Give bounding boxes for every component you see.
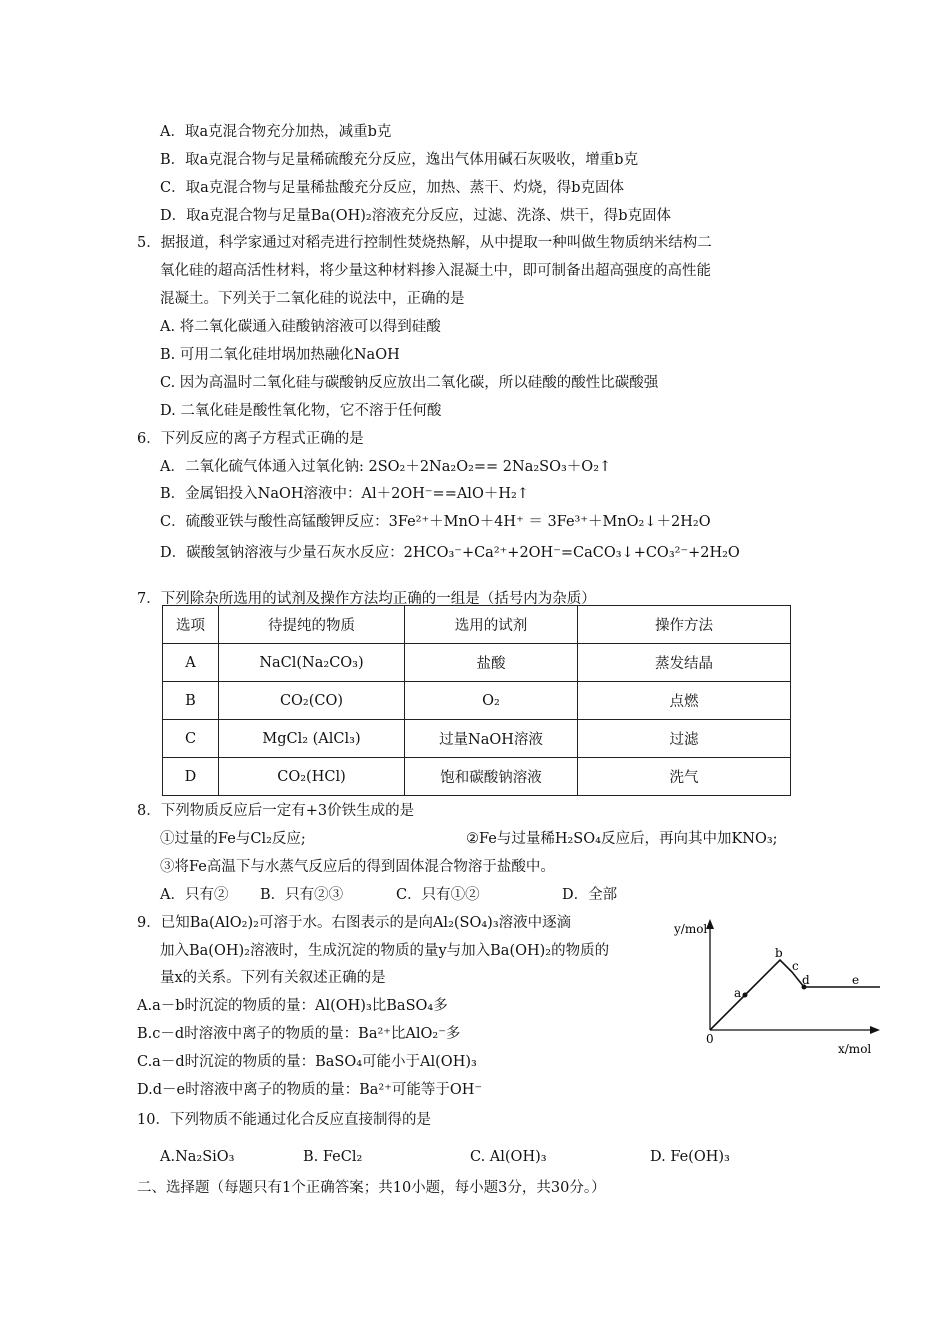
table-cell: NaCl(Na₂CO₃) <box>219 644 405 682</box>
table-row <box>163 758 791 796</box>
q6-stem: 6．下列反应的离子方程式正确的是 <box>137 431 364 447</box>
q8-option-b: B．只有②③ <box>260 887 344 903</box>
point-d-label: d <box>802 973 810 987</box>
table-cell: CO₂(HCl) <box>219 758 405 796</box>
q6-option-c: C．硫酸亚铁与酸性高锰酸钾反应：3Fe²⁺＋MnO＋4H⁺ ＝ 3Fe³⁺＋MnO₂↓＋2H₂O <box>160 514 711 530</box>
point-a <box>743 993 748 998</box>
q9-option-c: C.a－d时沉淀的物质的量：BaSO₄可能小于Al(OH)₃ <box>137 1054 477 1070</box>
q6-option-d: D．碳酸氢钠溶液与少量石灰水反应：2HCO₃⁻+Ca²⁺+2OH⁻=CaCO₃↓+CO₃²⁻+2H₂O <box>160 545 740 561</box>
y-axis-label: y/mol <box>674 922 708 936</box>
table-cell: 饱和碳酸钠溶液 <box>405 758 578 796</box>
q9-stem-line1: 9．已知Ba(AlO₂)₂可溶于水。右图表示的是向Al₂(SO₄)₃溶液中逐滴 <box>137 915 572 931</box>
table-cell: B <box>163 682 219 720</box>
q5-stem-line2: 氧化硅的超高活性材料，将少量这种材料掺入混凝土中，即可制备出超高强度的高性能 <box>160 263 711 279</box>
q6-option-a: A．二氧化硫气体通入过氧化钠: 2SO₂＋2Na₂O₂== 2Na₂SO₃＋O₂↑ <box>160 459 612 475</box>
table-cell: 蒸发结晶 <box>578 644 791 682</box>
table-header-row <box>163 606 791 644</box>
q8-option-c: C．只有①② <box>396 887 480 903</box>
q4-option-b: B．取a克混合物与足量稀硫酸充分反应，逸出气体用碱石灰吸收，增重b克 <box>160 152 639 168</box>
q5-option-c: C. 因为高温时二氧化硅与碳酸钠反应放出二氧化碳，所以硅酸的酸性比碳酸强 <box>160 375 659 391</box>
table-cell: 过滤 <box>578 720 791 758</box>
q10-option-b: B. FeCl₂ <box>303 1149 363 1165</box>
q4-option-d: D．取a克混合物与足量Ba(OH)₂溶液充分反应，过滤、洗涤、烘干，得b克固体 <box>160 208 672 224</box>
q5-stem-line1: 5．据报道，科学家通过对稻壳进行控制性焚烧热解，从中提取一种叫做生物质纳米结构二 <box>137 235 712 251</box>
q5-stem-line3: 混凝土。下列关于二氧化硅的说法中，正确的是 <box>160 291 465 307</box>
origin-label: 0 <box>706 1032 714 1046</box>
table-cell: 过量NaOH溶液 <box>405 720 578 758</box>
section-2-heading: 二、选择题（每题只有1个正确答案；共10小题，每小题3分，共30分。） <box>137 1180 606 1196</box>
table-cell: C <box>163 720 219 758</box>
table-cell: 盐酸 <box>405 644 578 682</box>
q10-option-c: C. Al(OH)₃ <box>470 1149 547 1165</box>
table-header: 选用的试剂 <box>405 606 578 644</box>
table-cell: CO₂(CO) <box>219 682 405 720</box>
q9-option-d: D.d－e时溶液中离子的物质的量：Ba²⁺可能等于OH⁻ <box>137 1082 483 1098</box>
point-e-label: e <box>852 973 860 987</box>
table-row <box>163 644 791 682</box>
q5-option-b: B. 可用二氧化硅坩埚加热融化NaOH <box>160 347 400 363</box>
table-header: 操作方法 <box>578 606 791 644</box>
q8-item-2: ②Fe与过量稀H₂SO₄反应后，再向其中加KNO₃; <box>466 831 778 847</box>
q7-table <box>162 605 791 796</box>
point-b-label: b <box>775 946 783 960</box>
table-cell: MgCl₂ (AlCl₃) <box>219 720 405 758</box>
q10-option-d: D. Fe(OH)₃ <box>650 1149 730 1165</box>
q9-graph <box>670 915 890 1065</box>
q9-option-b: B.c－d时溶液中离子的物质的量：Ba²⁺比AlO₂⁻多 <box>137 1026 461 1042</box>
table-cell: O₂ <box>405 682 578 720</box>
q8-stem: 8．下列物质反应后一定有+3价铁生成的是 <box>137 803 415 819</box>
point-c-label: c <box>792 959 799 973</box>
q8-item-1: ①过量的Fe与Cl₂反应; <box>160 831 306 847</box>
table-header: 待提纯的物质 <box>219 606 405 644</box>
q8-option-d: D．全部 <box>562 887 618 903</box>
x-axis-label: x/mol <box>838 1042 872 1056</box>
q7-stem: 7．下列除杂所选用的试剂及操作方法均正确的一组是（括号内为杂质） <box>137 591 596 607</box>
q5-option-d: D. 二氧化硅是酸性氧化物，它不溶于任何酸 <box>160 403 442 419</box>
table-row <box>163 682 791 720</box>
q5-option-a: A. 将二氧化碳通入硅酸钠溶液可以得到硅酸 <box>160 319 441 335</box>
table-cell: D <box>163 758 219 796</box>
q9-stem-line2: 加入Ba(OH)₂溶液时，生成沉淀的物质的量y与加入Ba(OH)₂的物质的 <box>160 943 610 959</box>
table-cell: 点燃 <box>578 682 791 720</box>
table-cell: A <box>163 644 219 682</box>
point-a-label: a <box>734 986 742 1000</box>
q10-option-a: A.Na₂SiO₃ <box>160 1149 235 1165</box>
q9-option-a: A.a－b时沉淀的物质的量：Al(OH)₃比BaSO₄多 <box>137 998 448 1014</box>
table-cell: 洗气 <box>578 758 791 796</box>
q4-option-c: C．取a克混合物与足量稀盐酸充分反应，加热、蒸干、灼烧，得b克固体 <box>160 180 625 196</box>
q9-stem-line3: 量x的关系。下列有关叙述正确的是 <box>160 970 386 986</box>
q10-stem: 10．下列物质不能通过化合反应直接制得的是 <box>137 1112 431 1128</box>
q8-item-3: ③将Fe高温下与水蒸气反应后的得到固体混合物溶于盐酸中。 <box>160 859 555 875</box>
q8-option-a: A．只有② <box>160 887 229 903</box>
table-header: 选项 <box>163 606 219 644</box>
table-row <box>163 720 791 758</box>
x-axis-arrow-icon <box>870 1026 880 1034</box>
q6-option-b: B．金属铝投入NaOH溶液中：Al＋2OH⁻==AlO＋H₂↑ <box>160 486 529 502</box>
q4-option-a: A．取a克混合物充分加热，减重b克 <box>160 124 392 140</box>
